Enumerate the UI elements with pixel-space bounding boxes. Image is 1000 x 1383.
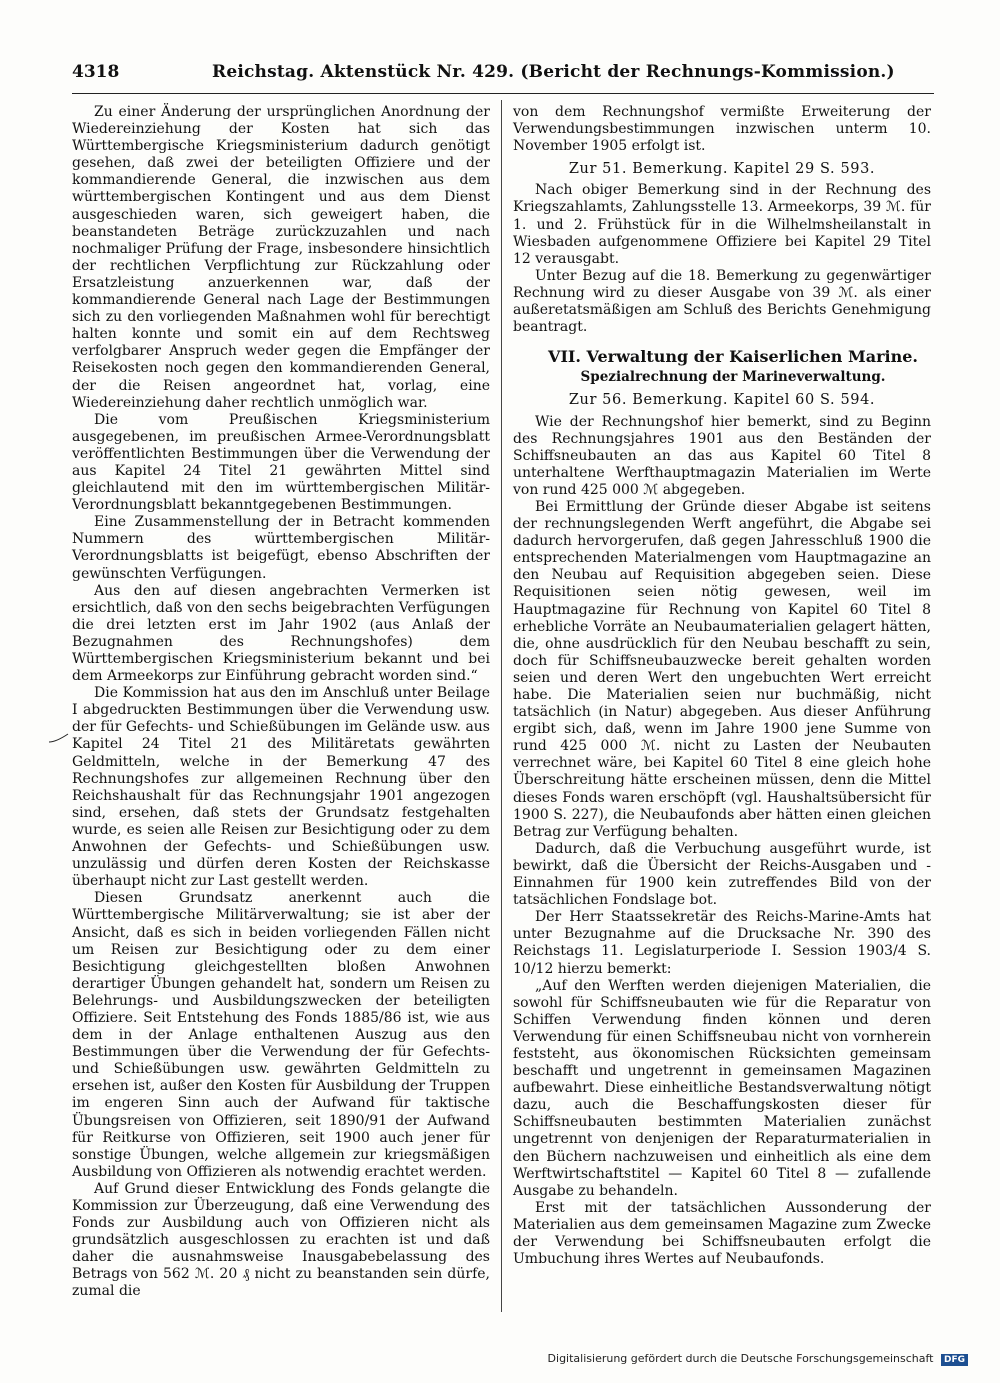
page-number: 4318 xyxy=(72,62,120,82)
paragraph: „Auf den Werften werden diejenigen Materialien, die sowohl für Schiffsneubauten wie für die Reparatur von Schiffen Verwendung finden können und deren Verwendung für einen Schiffsneubau nicht von vornherein feststeht, aus ökonomischen Rücksichten gemeinsam beschafft und ungetrennt in gemeinsamen Magazinen aufbewahrt. Diese einheitliche Bestandsverwaltung nötigt dazu, auch die Beschaffungskosten dieser für Schiffsneubauten bestimmten Materialien zunächst ungetrennt von denjenigen der Reparaturmaterialien in den Büchern nachzuweisen und einheitlich als eine dem Werftwirtschaftstitel — Kapitel 60 Titel 8 — zufallende Ausgabe zu behandeln. xyxy=(513,977,931,1199)
dfg-footer xyxy=(548,1352,968,1366)
paragraph: Auf Grund dieser Entwicklung des Fonds gelangte die Kommission zur Überzeugung, daß eine Verwendung des Fonds zur Ausbildung auch von Offizieren nicht als grundsätzlich ausgeschlossen zu erachten ist und daß daher die ausnahmsweise Inausgabebelassung des Betrags von 562 ℳ. 20 ₰ nicht zu beanstanden sein dürfe, zumal die xyxy=(72,1180,490,1300)
paragraph: Unter Bezug auf die 18. Bemerkung zu gegenwärtiger Rechnung wird zu dieser Ausgabe von 39 ℳ. als einer außeretatsmäßigen am Schluß des Berichts Genehmigung beantragt. xyxy=(513,267,931,336)
page-header xyxy=(72,62,934,90)
paragraph: Wie der Rechnungshof hier bemerkt, sind zu Beginn des Rechnungsjahres 1901 aus den Beständen der Schiffsneubauten an das aus Kapitel 60 Titel 8 unterhaltene Werfthauptmagazin Materialien im Werte von rund 425 000 ℳ abgegeben. xyxy=(513,413,931,498)
margin-mark-icon xyxy=(48,732,70,744)
right-column xyxy=(513,104,931,1268)
paragraph: Aus den auf diesen angebrachten Vermerken ist ersichtlich, daß von den sechs beigebrachten Verfügungen die drei letzten erst im Jahr 1902 (aus Anlaß der Bezugnahmen des Rechnungshofes) dem Württembergischen Kriegsministerium bekannt und bei dem Armeekorps zur Einführung gebracht worden sind.“ xyxy=(72,582,490,685)
paragraph: Der Herr Staatssekretär des Reichs-Marine-Amts hat unter Bezugnahme auf die Drucksache Nr. 390 des Reichstags 11. Legislaturperiode I. Session 1903/4 S. 10/12 hierzu bemerkt: xyxy=(513,909,931,977)
paragraph: Die Kommission hat aus den im Anschluß unter Beilage I abgedruckten Bestimmungen über die Verwendung usw. der für Gefechts- und Schießübungen im Gelände usw. aus Kapitel 24 Titel 21 des Militäretats gewährten Geldmitteln, welche in der Bemerkung 47 des Rechnungshofes zur allgemeinen Rechnung über den Reichshaushalt für das Rechnungsjahr 1901 angezogen sind, ersehen, daß stets der Grundsatz festgehalten wurde, es seien alle Reisen zur Besichtigung oder zu dem Anwohnen der Gefechts- und Schießübungen usw. unzulässig und dürfen deren Kosten der Reichskasse überhaupt nicht zur Last gestellt werden. xyxy=(72,685,490,890)
header-rule xyxy=(72,93,934,94)
section-heading: VII. Verwaltung der Kaiserlichen Marine. xyxy=(548,347,918,367)
remark-reference: Zur 51. Bemerkung. Kapitel 29 S. 593. xyxy=(568,161,876,178)
paragraph: Nach obiger Bemerkung sind in der Rechnung des Kriegszahlamts, Zahlungsstelle 13. Armeekorps, 39 ℳ. für 1. und 2. Frühstück für in die Wilhelmsheilanstalt in Wiesbaden aufgenommene Offiziere bei Kapitel 29 Titel 12 verausgabt. xyxy=(513,182,931,267)
paragraph: von dem Rechnungshof vermißte Erweiterung der Verwendungsbestimmungen inzwischen unterm 10. November 1905 erfolgt ist. xyxy=(513,104,931,155)
paragraph: Die vom Preußischen Kriegsministerium ausgegebenen, im preußischen Armee-Verordnungsblatt veröffentlichten Bestimmungen über die Verwendung der aus Kapitel 24 Titel 21 gewährten Mittel sind gleichlautend mit den im württembergischen Militär-Verordnungsblatt bekanntgegebenen Bestimmungen. xyxy=(72,411,490,514)
paragraph: Diesen Grundsatz anerkennt auch die Württembergische Militärverwaltung; sie ist aber der Ansicht, daß es sich in beiden vorliegenden Fällen nicht um Reisen zur Besichtigung oder zu dem einer Besichtigung gleichgestellten bloßen Anwohnen derartiger Übungen gehandelt hat, sondern um Reisen zu Belehrungs- und Ausbildungszwecken der beteiligten Offiziere. Seit Entstehung des Fonds 1885/86 ist, wie aus dem in der Anlage enthaltenen Auszug aus den Bestimmungen über die Verwendung der für Gefechts- und Schießübungen usw. gewährten Geldmitteln zu ersehen ist, außer den Kosten für Ausbildung der Truppen im engeren Sinn auch der Aufwand für taktische Übungsreisen von Offizieren, seit 1890/91 der Aufwand für Reitkurse von Offizieren, seit 1900 auch jener für sonstige Übungen, welche allgemein zur kriegsmäßigen Ausbildung von Offizieren als notwendig erachtet werden. xyxy=(72,890,490,1180)
running-title: Reichstag. Aktenstück Nr. 429. (Bericht der Rechnungs-Kommission.) xyxy=(212,62,895,82)
subsection-heading: Spezialrechnung der Marineverwaltung. xyxy=(580,369,886,386)
paragraph: Bei Ermittlung der Gründe dieser Abgabe ist seitens der rechnungslegenden Werft angeführt, die Abgabe sei dadurch hervorgerufen, daß gegen Jahresschluß 1900 die entsprechenden Materialmengen vom Hauptmagazine an den Neubau auf Requisition abgegeben seien. Diese Requisitionen seien nötig gewesen, weil im Hauptmagazine für Rechnung von Kapitel 60 Titel 8 erhebliche Vorräte an Neubaumaterialien gelagert hätten, die, ohne ausdrücklich für den Neubau beschafft zu sein, doch für Schiffsneubauzwecke bereit gehalten worden seien und deren Wert den ungebuchten Wert erreicht habe. Die Materialien seien nur buchmäßig, nicht tatsächlich (in Natur) abgegeben. Aus dieser Anführung ergibt sich, daß, wenn im Jahre 1900 jene Summe von rund 425 000 ℳ. nicht zu Lasten der Neubauten verrechnet wäre, bei Kapitel 60 Titel 8 eine gleich hohe Überschreitung hätte erscheinen müssen, denn die Mittel dieses Fonds waren erschöpft (vgl. Haushaltsübersicht für 1900 S. 227), die Neubaufonds aber hätten einen gleichen Betrag zur Verfügung behalten. xyxy=(513,498,931,840)
paragraph: Dadurch, daß die Verbuchung ausgeführt wurde, ist bewirkt, daß die Übersicht der Reichs-Ausgaben und -Einnahmen für 1900 kein zutreffendes Bild von der tatsächlichen Fondslage bot. xyxy=(513,840,931,909)
column-divider xyxy=(501,100,502,1312)
remark-reference: Zur 56. Bemerkung. Kapitel 60 S. 594. xyxy=(568,392,876,409)
dfg-logo: DFG xyxy=(941,1354,968,1366)
paragraph: Erst mit der tatsächlichen Aussonderung der Materialien aus dem gemeinsamen Magazine zum Zwecke der Verwendung bei Schiffsneubauten erfolgt die Umbuchung ihres Wertes auf Neubaufonds. xyxy=(513,1199,931,1268)
footer-text: Digitalisierung gefördert durch die Deutsche Forschungsgemeinschaft xyxy=(547,1352,934,1365)
paragraph: Zu einer Änderung der ursprünglichen Anordnung der Wiedereinziehung der Kosten hat sich das Württembergische Kriegsministerium dadurch genötigt gesehen, daß zwei der beteiligten Offiziere und der kommandierende General, die inzwischen aus dem württembergischen Kontingent und aus dem Dienst ausgeschieden waren, sich geweigert haben, die beanstandeten Beträge zurückzuzahlen und nach nochmaliger Prüfung der Frage, insbesondere hinsichtlich der rechtlichen Verpflichtung zur Rückzahlung oder Ersatzleistung anzuerkennen war, daß der kommandierende General nach Lage der Bestimmungen sich zu den vorliegenden Maßnahmen wohl für berechtigt halten konnte und somit ein auf dem Rechtsweg verfolgbarer Anspruch weder gegen die Empfänger der Reisekosten noch gegen den kommandierenden General, der die Reisen angeordnet hat, vorlag, eine Wiedereinziehung daher rechtlich unmöglich war. xyxy=(72,104,490,411)
paragraph: Eine Zusammenstellung der in Betracht kommenden Nummern des württembergischen Militär-Verordnungsblatts ist beigefügt, ebenso Abschriften der gewünschten Verfügungen. xyxy=(72,514,490,582)
left-column xyxy=(72,104,490,1301)
